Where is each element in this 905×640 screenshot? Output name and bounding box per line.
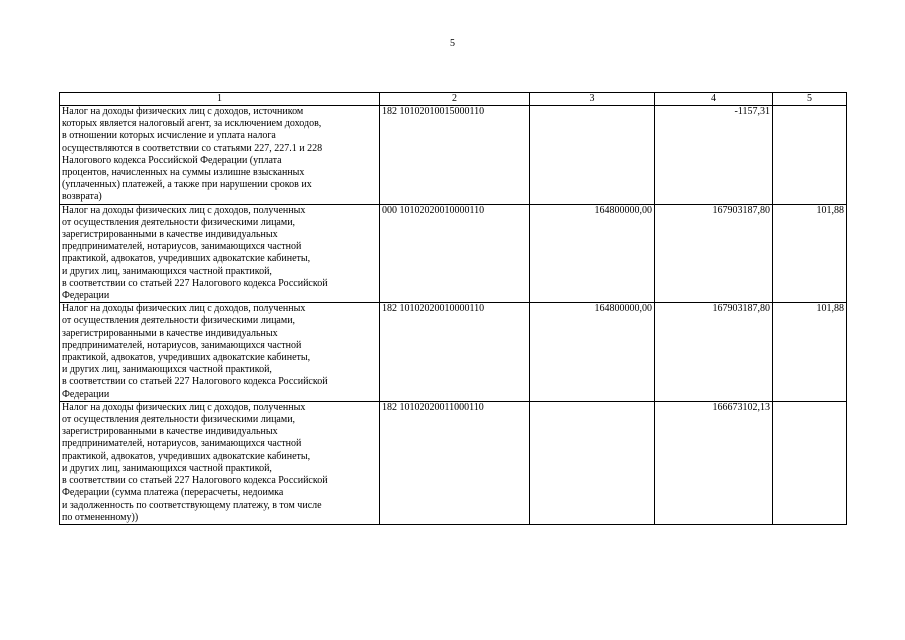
- plan-amount-cell: 164800000,00: [530, 303, 655, 402]
- percent-cell: 101,88: [773, 303, 847, 402]
- percent-cell: [773, 401, 847, 524]
- plan-amount-cell: [530, 106, 655, 205]
- fact-amount-cell: 167903187,80: [655, 204, 773, 303]
- table-header-row: [60, 93, 847, 106]
- percent-cell: 101,88: [773, 204, 847, 303]
- budget-code-cell: 182 10102010015000110: [380, 106, 530, 205]
- page-number: 5: [450, 38, 455, 49]
- fact-amount-cell: -1157,31: [655, 106, 773, 205]
- income-name-cell: Налог на доходы физических лиц с доходов, источником которых является налоговый агент, за исключением доходов, в отношении которых исчисление и уплата налога осуществляются в соответствии со статьями 227, 227.1 и 228 Налогового кодекса Российской Федерации (уплата процентов, начисленных на суммы излишне взысканных (уплаченных) платежей, а также при нарушении сроков их возврата): [60, 106, 380, 205]
- column-header-5: 5: [773, 93, 847, 106]
- income-name-cell: Налог на доходы физических лиц с доходов, полученных от осуществления деятельности физическими лицами, зарегистрированными в качестве индивидуальных предпринимателей, нотариусов, занимающихся частной практикой, адвокатов, учредивших адвокатские кабинеты, и других лиц, занимающихся частной практикой, в соответствии со статьей 227 Налогового кодекса Российской Федерации: [60, 204, 380, 303]
- fact-amount-cell: 166673102,13: [655, 401, 773, 524]
- budget-code-cell: 182 10102020010000110: [380, 303, 530, 402]
- percent-cell: [773, 106, 847, 205]
- budget-code-cell: 000 10102020010000110: [380, 204, 530, 303]
- column-header-4: 4: [655, 93, 773, 106]
- column-header-1: 1: [60, 93, 380, 106]
- table-row: [60, 303, 847, 402]
- plan-amount-cell: [530, 401, 655, 524]
- table-row: [60, 401, 847, 524]
- budget-code-cell: 182 10102020011000110: [380, 401, 530, 524]
- fact-amount-cell: 167903187,80: [655, 303, 773, 402]
- table-row: [60, 106, 847, 205]
- revenue-table: [59, 92, 847, 525]
- income-name-cell: Налог на доходы физических лиц с доходов, полученных от осуществления деятельности физическими лицами, зарегистрированными в качестве индивидуальных предпринимателей, нотариусов, занимающихся частной практикой, адвокатов, учредивших адвокатские кабинеты, и других лиц, занимающихся частной практикой, в соответствии со статьей 227 Налогового кодекса Российской Федерации: [60, 303, 380, 402]
- column-header-3: 3: [530, 93, 655, 106]
- column-header-2: 2: [380, 93, 530, 106]
- income-name-cell: Налог на доходы физических лиц с доходов, полученных от осуществления деятельности физическими лицами, зарегистрированными в качестве индивидуальных предпринимателей, нотариусов, занимающихся частной практикой, адвокатов, учредивших адвокатские кабинеты, и других лиц, занимающихся частной практикой, в соответствии со статьей 227 Налогового кодекса Российской Федерации (сумма платежа (перерасчеты, недоимка и задолженность по соответствующему платежу, в том числе по отмененному)): [60, 401, 380, 524]
- table-row: [60, 204, 847, 303]
- plan-amount-cell: 164800000,00: [530, 204, 655, 303]
